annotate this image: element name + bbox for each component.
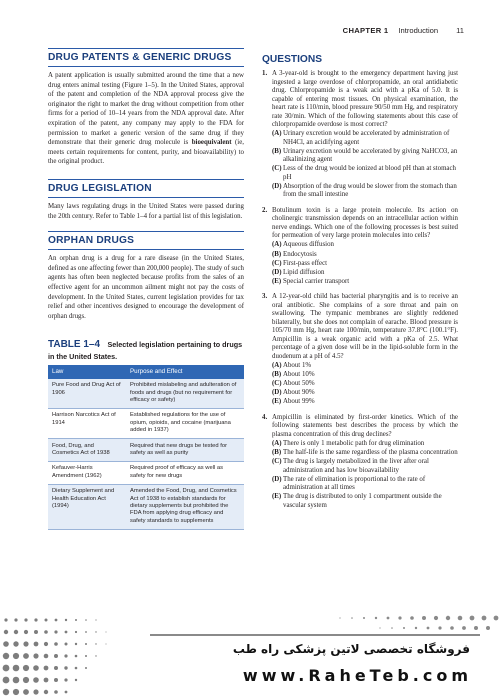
option-text: First-pass effect xyxy=(283,259,328,267)
table-row xyxy=(48,379,244,409)
table-cell-law: Kefauver-Harris Amendment (1962) xyxy=(48,461,126,484)
option-letter: (D) xyxy=(272,268,282,276)
answer-option xyxy=(272,251,458,260)
table-cell-purpose: Established regulations for the use of opium, opioids, and cocaine (marijuana added in 1937) xyxy=(126,408,244,438)
table-label: TABLE 1–4 xyxy=(48,339,101,351)
answer-option xyxy=(272,130,458,147)
question-1 xyxy=(262,70,458,200)
option-text: The half-life is the same regardless of the plasma concentration xyxy=(283,449,458,456)
table-cell-law: Harrison Narcotics Act of 1914 xyxy=(48,408,126,438)
chapter-label: CHAPTER 1 xyxy=(342,26,389,35)
legislation-table xyxy=(48,365,244,530)
orphan-paragraph: An orphan drug is a drug for a rare disease (in the United States, defined as one affecting fewer than 200,000 people). The study of such agents has often been neglected because profits from the sales of an effective agent for an uncommon ailment might not pay the costs of development. In the United States, current legislation provides for tax relief and other incentives designed to encourage the development of orphan drugs. xyxy=(48,255,244,320)
table-cell-purpose: Amended the Food, Drug, and Cosmetics Act of 1938 to establish standards for dietary supplements but prohibited the FDA from applying drug efficacy and safety standards to supplements xyxy=(126,484,244,529)
answer-option xyxy=(272,165,458,182)
table-header-law: Law xyxy=(48,365,126,378)
table-cell-law: Pure Food and Drug Act of 1906 xyxy=(48,379,126,409)
question-stem: Botulinum toxin is a large protein molecule. Its action on cholinergic transmission depends on an intracellular action within nerve endings. Which one of the following processes is best suited for permeation of very large protein molecules into cells? xyxy=(272,206,458,240)
option-text: About 1% xyxy=(283,361,312,369)
left-column xyxy=(48,48,244,530)
option-letter: (E) xyxy=(272,493,282,501)
table-cell-law: Food, Drug, and Cosmetics Act of 1938 xyxy=(48,439,126,462)
table-row xyxy=(48,484,244,529)
answer-option xyxy=(272,371,458,380)
patents-heading: DRUG PATENTS & GENERIC DRUGS xyxy=(48,48,244,67)
option-letter: (A) xyxy=(272,361,282,369)
watermark-url: www.RaheTeb.com xyxy=(242,666,472,685)
option-text: Less of the drug would be ionized at blood pH than at stomach pH xyxy=(283,165,456,181)
question-number: 3. xyxy=(262,293,268,301)
option-text: The drug is distributed to only 1 compartment outside the vascular system xyxy=(283,493,442,509)
option-letter: (C) xyxy=(272,458,282,466)
option-text: Urinary excretion would be accelerated by administration of NH4Cl, an acidifying agent xyxy=(283,130,450,146)
question-stem: Ampicillin is eliminated by first-order kinetics. Which of the following statements best describes the process by which the plasma concentration of this drug declines? xyxy=(272,413,458,438)
option-text: Endocytosis xyxy=(283,250,317,258)
answer-option xyxy=(272,449,458,458)
question-stem: A 3-year-old is brought to the emergency department having just ingested a large overdose of chlorpropamide, an oral antidiabetic drug. Chlorpropamide is a weak acid with a pKa of 5.0. It is capable of entering most tissues. On physical examination, the heart rate is 110/min, blood pressure 90/50 mm Hg, and respiratory rate 30/min. Which of the following statements about this case of chlorpropamide overdose is most correct? xyxy=(272,70,458,128)
table-title xyxy=(48,334,244,361)
option-letter: (C) xyxy=(272,259,282,267)
table-row xyxy=(48,461,244,484)
table-header-purpose: Purpose and Effect xyxy=(126,365,244,378)
table-cell-purpose: Required that new drugs be tested for safety as well as purity xyxy=(126,439,244,462)
patents-paragraph: A patent application is usually submitted around the time that a new drug enters animal testing (Figure 1–5). In the United States, approval of the patent and completion of the NDA approval process give the originator the right to market the drug without competition from other firms for a period of 10–14 years from the NDA approval date. After expiration of the patent, any company may apply to the FDA for permission to market a generic version of the same drug if they demonstrate that their generic drug molecule is bioequivalent (ie, meets certain requirements for content, purity, and bioavailability) to the original product. xyxy=(48,72,244,166)
option-letter: (E) xyxy=(272,398,282,406)
option-text: Urinary excretion would be accelerated by giving NaHCO3, an alkalinizing agent xyxy=(283,147,458,164)
question-4 xyxy=(262,414,458,510)
answer-option xyxy=(272,380,458,389)
answer-option xyxy=(272,440,458,449)
option-letter: (D) xyxy=(272,389,282,397)
question-stem: A 12-year-old child has bacterial pharyngitis and is to receive an oral antibiotic. She complains of a sore throat and pain on swallowing. The tympanic membranes are slightly reddened bilaterally, but she does not complain of earache. Blood pressure is 105/70 mm Hg, heart rate 100/min, temperature 37.8°C (100.1°F). Ampicillin is a weak organic acid with a pKa of 2.5. What percentage of a given dose will be in the lipid-soluble form in the duodenum at a pH of 4.5? xyxy=(272,293,458,360)
answer-option xyxy=(272,398,458,407)
table-caption-line1: Selected legislation pertaining to drugs xyxy=(107,340,243,350)
table-cell-law: Dietary Supplement and Health Education Act (1994) xyxy=(48,484,126,529)
answer-option xyxy=(272,183,458,200)
option-letter: (D) xyxy=(272,182,282,190)
option-letter: (B) xyxy=(272,371,282,379)
watermark-footer xyxy=(0,610,500,700)
table-cell-purpose: Required proof of efficacy as well as safety for new drugs xyxy=(126,461,244,484)
option-text: About 90% xyxy=(283,389,315,397)
answer-option xyxy=(272,362,458,371)
option-letter: (D) xyxy=(272,475,282,483)
question-2 xyxy=(262,207,458,286)
table-cell-purpose: Prohibited mislabeling and adulteration of foods and drugs (but no requirement for efficacy or safety) xyxy=(126,379,244,409)
option-text: Aqueous diffusion xyxy=(283,241,334,249)
option-letter: (A) xyxy=(272,439,282,447)
answer-option xyxy=(272,389,458,398)
option-text: The rate of elimination is proportional to the rate of administration at all times xyxy=(283,475,426,492)
option-letter: (B) xyxy=(272,449,282,456)
option-letter: (B) xyxy=(272,147,282,155)
table-row xyxy=(48,439,244,462)
answer-option xyxy=(272,476,458,493)
option-text: About 10% xyxy=(283,371,315,379)
option-letter: (C) xyxy=(272,165,282,173)
option-text: There is only 1 metabolic path for drug elimination xyxy=(283,439,425,447)
legislation-paragraph: Many laws regulating drugs in the United States were passed during the 20th century. Refer to Table 1–4 for a partial list of this legislation. xyxy=(48,202,244,220)
questions-heading: QUESTIONS xyxy=(262,54,323,65)
question-number: 4. xyxy=(262,413,268,421)
answer-option xyxy=(272,260,458,269)
legislation-heading: DRUG LEGISLATION xyxy=(48,179,244,198)
option-letter: (B) xyxy=(272,250,282,258)
watermark-persian-text: فروشگاه تخصصی لاتین پزشکی راه طب xyxy=(232,642,470,656)
option-text: Absorption of the drug would be slower from the stomach than from the small intestine xyxy=(283,182,457,199)
answer-option xyxy=(272,278,458,287)
option-text: Lipid diffusion xyxy=(283,268,325,276)
answer-option xyxy=(272,269,458,278)
option-text: About 50% xyxy=(283,380,315,388)
question-number: 2. xyxy=(262,206,268,214)
answer-option xyxy=(272,493,458,510)
bioequivalent-term: bioequivalent xyxy=(191,139,232,147)
option-letter: (E) xyxy=(272,277,282,285)
watermark-divider xyxy=(150,634,480,636)
question-number: 1. xyxy=(262,70,268,77)
table-caption-line2: in the United States. xyxy=(48,352,118,362)
answer-option xyxy=(272,148,458,165)
option-text: The drug is largely metabolized in the liver after oral administration and has low bioavailability xyxy=(283,458,429,474)
option-text: About 99% xyxy=(283,398,315,406)
question-3 xyxy=(262,293,458,406)
option-letter: (A) xyxy=(272,241,282,249)
option-text: Special carrier transport xyxy=(283,277,350,285)
dot-pattern-decoration xyxy=(0,610,130,700)
option-letter: (C) xyxy=(272,380,282,388)
page-number: 11 xyxy=(456,26,464,35)
right-column xyxy=(262,54,458,517)
answer-option xyxy=(272,458,458,475)
option-letter: (A) xyxy=(272,130,282,138)
orphan-heading: ORPHAN DRUGS xyxy=(48,231,244,250)
chapter-title: Introduction xyxy=(398,26,439,35)
table-row xyxy=(48,408,244,438)
running-head xyxy=(343,26,464,35)
answer-option xyxy=(272,241,458,250)
